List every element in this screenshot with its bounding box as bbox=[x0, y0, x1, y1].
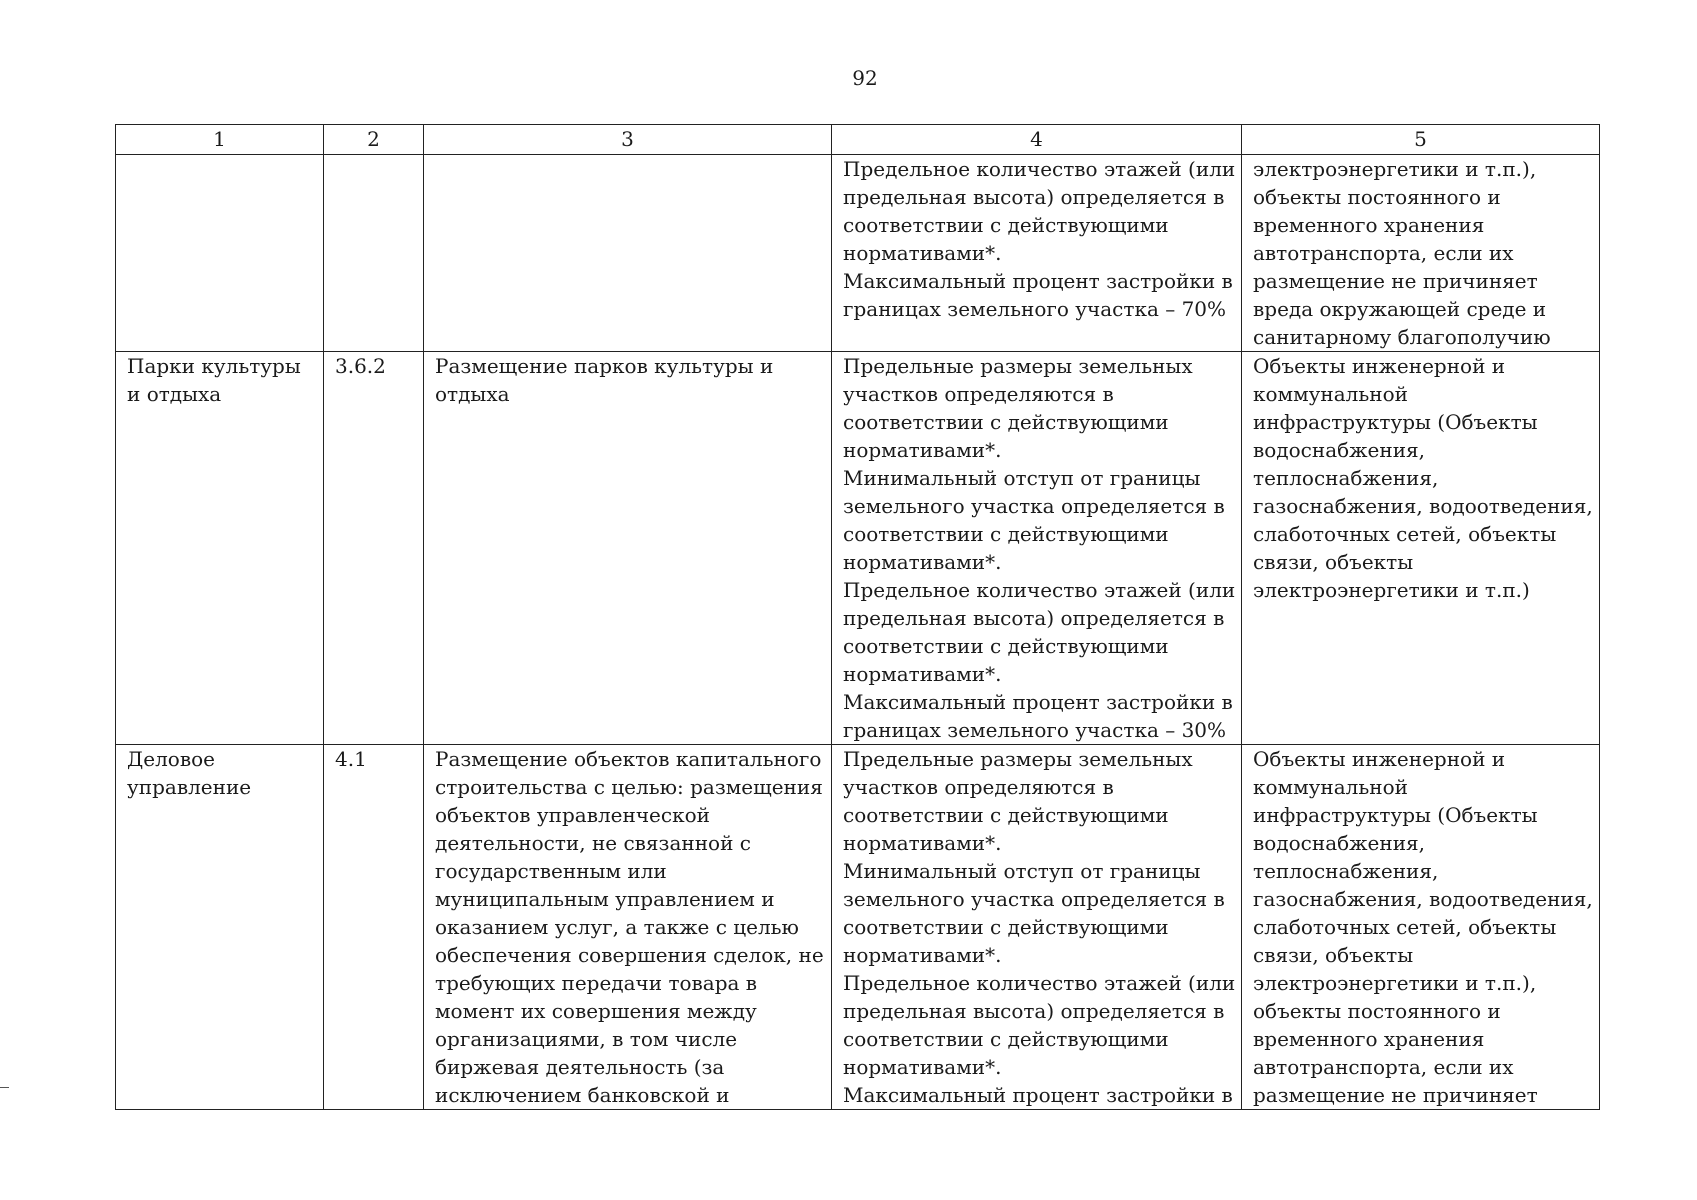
cell-use-type bbox=[116, 745, 324, 1110]
cell-text-line: инфраструктуры (Объекты bbox=[1253, 410, 1538, 434]
cell-text-line: нормативами*. bbox=[843, 1055, 1002, 1079]
cell-text-line: предельная высота) определяется в bbox=[843, 185, 1225, 209]
header-col-3: 3 bbox=[424, 125, 832, 155]
cell-text-line: земельного участка определяется в bbox=[843, 887, 1225, 911]
table-body bbox=[116, 155, 1600, 1110]
cell-text-line: Максимальный процент застройки в bbox=[843, 1083, 1233, 1107]
cell-text-line: автотранспорта, если их bbox=[1253, 241, 1514, 265]
cell-text-line: Предельные размеры земельных bbox=[843, 747, 1193, 771]
cell-text-line: временного хранения bbox=[1253, 213, 1485, 237]
cell-text-line: предельная высота) определяется в bbox=[843, 606, 1225, 630]
cell-text-line: водоснабжения, bbox=[1253, 438, 1426, 462]
cell-text-line: Максимальный процент застройки в bbox=[843, 690, 1233, 714]
cell-parameters bbox=[832, 745, 1242, 1110]
cell-text-line: биржевая деятельность (за bbox=[435, 1055, 725, 1079]
cell-text-line: отдыха bbox=[435, 382, 510, 406]
cell-text-line: соответствии с действующими bbox=[843, 803, 1169, 827]
cell-text-line: строительства с целью: размещения bbox=[435, 775, 823, 799]
cell-text-line: требующих передачи товара в bbox=[435, 971, 758, 995]
cell-text-line: управление bbox=[127, 775, 252, 799]
table-row bbox=[116, 155, 1600, 352]
cell-text-line: нормативами*. bbox=[843, 831, 1002, 855]
cell-text-line: инфраструктуры (Объекты bbox=[1253, 803, 1538, 827]
cell-text-line: участков определяются в bbox=[843, 382, 1114, 406]
cell-text-line: исключением банковской и bbox=[435, 1083, 730, 1107]
cell-text-line: электроэнергетики и т.п.) bbox=[1253, 578, 1530, 602]
cell-text-line: слаботочных сетей, объекты bbox=[1253, 915, 1557, 939]
cell-text-line: соответствии с действующими bbox=[843, 213, 1169, 237]
cell-text-line: Предельное количество этажей (или bbox=[843, 157, 1236, 181]
cell-text-line: Предельные размеры земельных bbox=[843, 354, 1193, 378]
cell-text-line: Минимальный отступ от границы bbox=[843, 466, 1201, 490]
cell-text-line: объекты постоянного и bbox=[1253, 185, 1501, 209]
header-col-5: 5 bbox=[1242, 125, 1600, 155]
cell-text-line: нормативами*. bbox=[843, 438, 1002, 462]
cell-text-line: автотранспорта, если их bbox=[1253, 1055, 1514, 1079]
cell-code bbox=[324, 745, 424, 1110]
cell-text-line: и отдыха bbox=[127, 382, 222, 406]
cell-text-line: размещение не причиняет bbox=[1253, 1083, 1538, 1107]
cell-text-line: нормативами*. bbox=[843, 550, 1002, 574]
cell-text-line: водоснабжения, bbox=[1253, 831, 1426, 855]
cell-text-line: Деловое bbox=[127, 747, 215, 771]
cell-text-line: момент их совершения между bbox=[435, 999, 757, 1023]
cell-text-line: границах земельного участка – 70% bbox=[843, 297, 1227, 321]
cell-text-line: Максимальный процент застройки в bbox=[843, 269, 1233, 293]
cell-text-line: объектов управленческой bbox=[435, 803, 710, 827]
cell-text-line: электроэнергетики и т.п.), bbox=[1253, 971, 1537, 995]
cell-text-line: нормативами*. bbox=[843, 662, 1002, 686]
cell-code bbox=[324, 352, 424, 745]
cell-text-line: Предельное количество этажей (или bbox=[843, 578, 1236, 602]
cell-parameters bbox=[832, 155, 1242, 352]
cell-auxiliary-uses bbox=[1242, 155, 1600, 352]
cell-text-line: электроэнергетики и т.п.), bbox=[1253, 157, 1537, 181]
scan-mark bbox=[0, 1087, 9, 1088]
cell-code bbox=[324, 155, 424, 352]
cell-text-line: муниципальным управлением и bbox=[435, 887, 775, 911]
cell-text-line: государственным или bbox=[435, 859, 667, 883]
cell-text-line: Объекты инженерной и bbox=[1253, 354, 1506, 378]
table-row bbox=[116, 745, 1600, 1110]
zoning-table bbox=[115, 124, 1600, 1110]
cell-auxiliary-uses bbox=[1242, 745, 1600, 1110]
cell-auxiliary-uses bbox=[1242, 352, 1600, 745]
cell-text-line: организациями, в том числе bbox=[435, 1027, 738, 1051]
cell-text-line: обеспечения совершения сделок, не bbox=[435, 943, 824, 967]
cell-use-type bbox=[116, 352, 324, 745]
cell-text-line: соответствии с действующими bbox=[843, 634, 1169, 658]
cell-use-type bbox=[116, 155, 324, 352]
cell-text-line: вреда окружающей среде и bbox=[1253, 297, 1547, 321]
cell-text-line: размещение не причиняет bbox=[1253, 269, 1538, 293]
header-col-2: 2 bbox=[324, 125, 424, 155]
cell-text-line: связи, объекты bbox=[1253, 550, 1414, 574]
cell-text-line: нормативами*. bbox=[843, 241, 1002, 265]
cell-parameters bbox=[832, 352, 1242, 745]
cell-text-line: 4.1 bbox=[335, 747, 367, 771]
cell-text-line: Размещение парков культуры и bbox=[435, 354, 774, 378]
cell-description bbox=[424, 745, 832, 1110]
cell-text-line: границах земельного участка – 30% bbox=[843, 718, 1227, 742]
cell-text-line: соответствии с действующими bbox=[843, 410, 1169, 434]
cell-description bbox=[424, 155, 832, 352]
cell-text-line: временного хранения bbox=[1253, 1027, 1485, 1051]
cell-text-line: теплоснабжения, bbox=[1253, 859, 1439, 883]
cell-text-line: соответствии с действующими bbox=[843, 1027, 1169, 1051]
cell-text-line: коммунальной bbox=[1253, 382, 1408, 406]
cell-text-line: коммунальной bbox=[1253, 775, 1408, 799]
cell-description bbox=[424, 352, 832, 745]
cell-text-line: Размещение объектов капитального bbox=[435, 747, 822, 771]
cell-text-line: предельная высота) определяется в bbox=[843, 999, 1225, 1023]
cell-text-line: слаботочных сетей, объекты bbox=[1253, 522, 1557, 546]
cell-text-line: участков определяются в bbox=[843, 775, 1114, 799]
cell-text-line: 3.6.2 bbox=[335, 354, 386, 378]
cell-text-line: газоснабжения, водоотведения, bbox=[1253, 887, 1593, 911]
header-row bbox=[116, 125, 1600, 155]
cell-text-line: нормативами*. bbox=[843, 943, 1002, 967]
cell-text-line: теплоснабжения, bbox=[1253, 466, 1439, 490]
cell-text-line: соответствии с действующими bbox=[843, 915, 1169, 939]
page-number: 92 bbox=[852, 66, 878, 90]
cell-text-line: Объекты инженерной и bbox=[1253, 747, 1506, 771]
cell-text-line: соответствии с действующими bbox=[843, 522, 1169, 546]
header-col-1: 1 bbox=[116, 125, 324, 155]
cell-text-line: оказанием услуг, а также с целью bbox=[435, 915, 799, 939]
header-col-4: 4 bbox=[832, 125, 1242, 155]
cell-text-line: газоснабжения, водоотведения, bbox=[1253, 494, 1593, 518]
cell-text-line: связи, объекты bbox=[1253, 943, 1414, 967]
cell-text-line: Парки культуры bbox=[127, 354, 301, 378]
cell-text-line: объекты постоянного и bbox=[1253, 999, 1501, 1023]
cell-text-line: Предельное количество этажей (или bbox=[843, 971, 1236, 995]
cell-text-line: Минимальный отступ от границы bbox=[843, 859, 1201, 883]
cell-text-line: деятельности, не связанной с bbox=[435, 831, 751, 855]
cell-text-line: земельного участка определяется в bbox=[843, 494, 1225, 518]
cell-text-line: санитарному благополучию bbox=[1253, 325, 1551, 349]
table-row bbox=[116, 352, 1600, 745]
